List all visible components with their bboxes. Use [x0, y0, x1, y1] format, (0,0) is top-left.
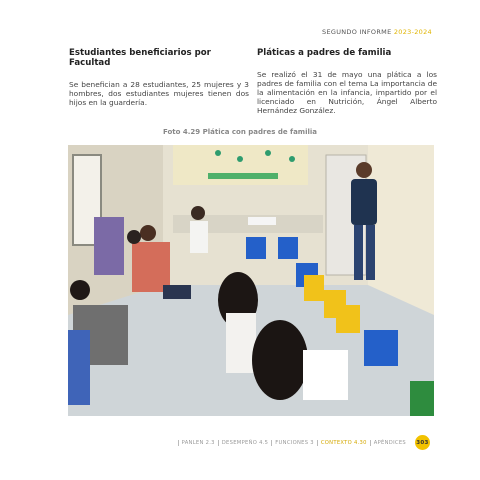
footer-section-4[interactable]: CONTEXTO 4.30	[317, 440, 370, 446]
right-body: Se realizó el 31 de mayo una plática a los padres de familia con el tema La importancia de la alimentación en la infancia, impartido por el licenciado en Nutrición, Ángel Alberto Hernández González.	[257, 70, 437, 115]
header-label: SEGUNDO INFORME	[322, 28, 392, 36]
page-number: 303	[415, 435, 430, 450]
classroom-photo	[68, 145, 434, 416]
footer-section-5[interactable]: APÉNDICES	[370, 440, 409, 446]
footer-section-3[interactable]: FUNCIONES 3	[271, 440, 317, 446]
footer-section-2[interactable]: DESEMPEÑO 4.5	[218, 440, 272, 446]
left-column	[69, 48, 249, 107]
photo-caption: Foto 4.29 Plática con padres de familia	[162, 128, 318, 136]
footer-nav	[178, 435, 430, 450]
footer-section-1[interactable]: PANLEN 2.3	[178, 440, 218, 446]
left-body: Se benefician a 28 estudiantes, 25 mujeres y 3 hombres, dos estudiantes mujeres tienen dos hijos en la guardería.	[69, 80, 249, 107]
header-years: 2023-2024	[393, 28, 432, 36]
report-header	[322, 28, 432, 36]
left-title: Estudiantes beneficiarios por Facultad	[69, 48, 211, 68]
right-title: Pláticas a padres de familia	[257, 48, 392, 58]
right-column	[257, 48, 437, 115]
